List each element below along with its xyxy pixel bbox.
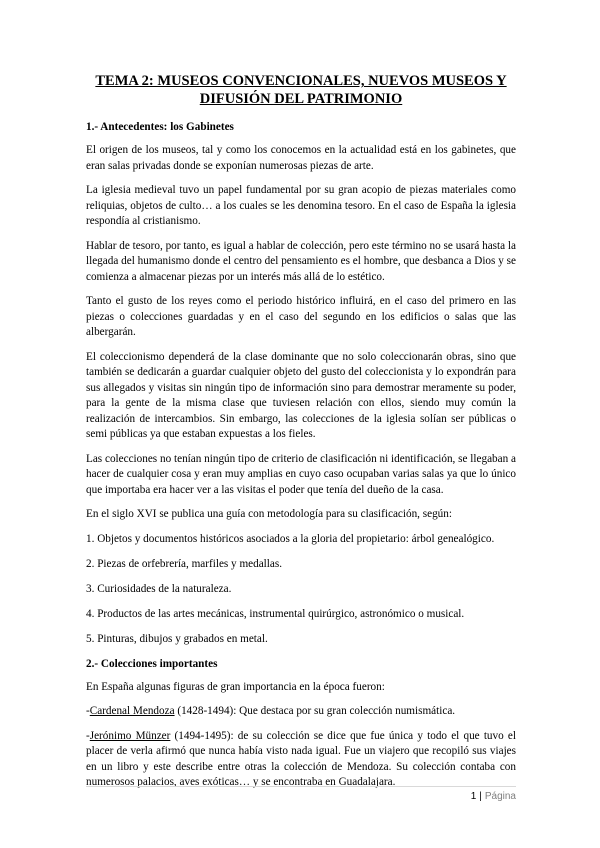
paragraph-text: (1428-1494): Que destaca por su gran colección numismática. — [174, 705, 456, 717]
paragraph: El origen de los museos, tal y como los conocemos en la actualidad está en los gabinetes, que eran salas privadas donde se exponían numerosas piezas de arte. — [86, 144, 516, 172]
list-item: 4. Productos de las artes mecánicas, instrumental quirúrgico, astronómico o musical. — [86, 607, 465, 620]
document-body — [86, 72, 516, 800]
list-item: 1. Objetos y documentos históricos asociados a la gloria del propietario: árbol genealógico. — [86, 532, 495, 545]
paragraph: En el siglo XVI se publica una guía con metodología para su clasificación, según: — [86, 508, 452, 520]
page-number: 1 — [470, 791, 477, 802]
paragraph: El coleccionismo dependerá de la clase dominante que no solo coleccionarán obras, sino que también se dedicarán a guardar cualquier objeto del gusto del coleccionista y lo expondrán para sus allegados y visitas sin ningún tipo de información sino para demostrar meramente su poder, para la gente de la misma clase que tuviesen relación con ellos, siendo muy común la realización de intercambios. Sin embargo, las colecciones de la iglesia solían ser públicas o semi públicas ya que estaban expuestas a los fieles. — [86, 350, 516, 440]
dash: - — [86, 705, 90, 717]
section-heading-antecedentes: 1.- Antecedentes: los Gabinetes — [86, 121, 234, 133]
paragraph: La iglesia medieval tuvo un papel fundamental por su gran acopio de piezas materiales como reliquias, objetos de culto… a los cuales se les denomina tesoro. En el caso de España la iglesia respondía al cristianismo. — [86, 184, 516, 227]
list-item: 2. Piezas de orfebrería, marfiles y medallas. — [86, 557, 283, 570]
section-heading-colecciones: 2.- Colecciones importantes — [86, 657, 218, 670]
person-name-mendoza: Cardenal Mendoza — [89, 705, 175, 717]
list-item: 3. Curiosidades de la naturaleza. — [86, 582, 232, 595]
paragraph-munzer — [86, 729, 516, 791]
page-label: Página — [484, 791, 516, 802]
person-name-munzer: Jerónimo Münzer — [89, 729, 171, 742]
page-footer — [86, 786, 516, 802]
paragraph-text: (1494-1495): de su colección se dice que fue única y todo el que tuvo el placer de verla afirmó que nunca había visto nada igual. Fue un viajero que recopiló sus viajes en un libro y este describe entre otras la colección de Mendoza. Su colección contaba con numerosos palacios, aves exóticas… y se encontraba en Guadalajara. — [86, 729, 516, 788]
paragraph: Tanto el gusto de los reyes como el periodo histórico influirá, en el caso del primero en las piezas o colecciones guardadas y en el caso del segundo en los edificios o salas que las albergarán. — [86, 295, 516, 338]
dash: - — [86, 729, 90, 742]
page-title: TEMA 2: MUSEOS CONVENCIONALES, NUEVOS MUSEOS Y DIFUSIÓN DEL PATRIMONIO — [95, 73, 507, 107]
paragraph-mendoza — [86, 704, 516, 720]
paragraph: En España algunas figuras de gran importancia en la época fueron: — [86, 680, 385, 693]
list-item: 5. Pinturas, dibujos y grabados en metal. — [86, 632, 268, 645]
paragraph: Hablar de tesoro, por tanto, es igual a hablar de colección, pero este término no se usará hasta la llegada del humanismo donde el centro del pensamiento es el hombre, que desbanca a Dios y se comienza a almacenar piezas por un interés más allá de lo estético. — [86, 239, 516, 283]
footer-separator: | — [479, 791, 482, 802]
paragraph: Las colecciones no tenían ningún tipo de criterio de clasificación ni identificación, se llegaban a hacer de cualquier cosa y eran muy amplias en cuyo caso ocupaban varias salas ya que lo único que importaba era hacer ver a las visitas el poder que tenía del dueño de la casa. — [86, 452, 516, 496]
